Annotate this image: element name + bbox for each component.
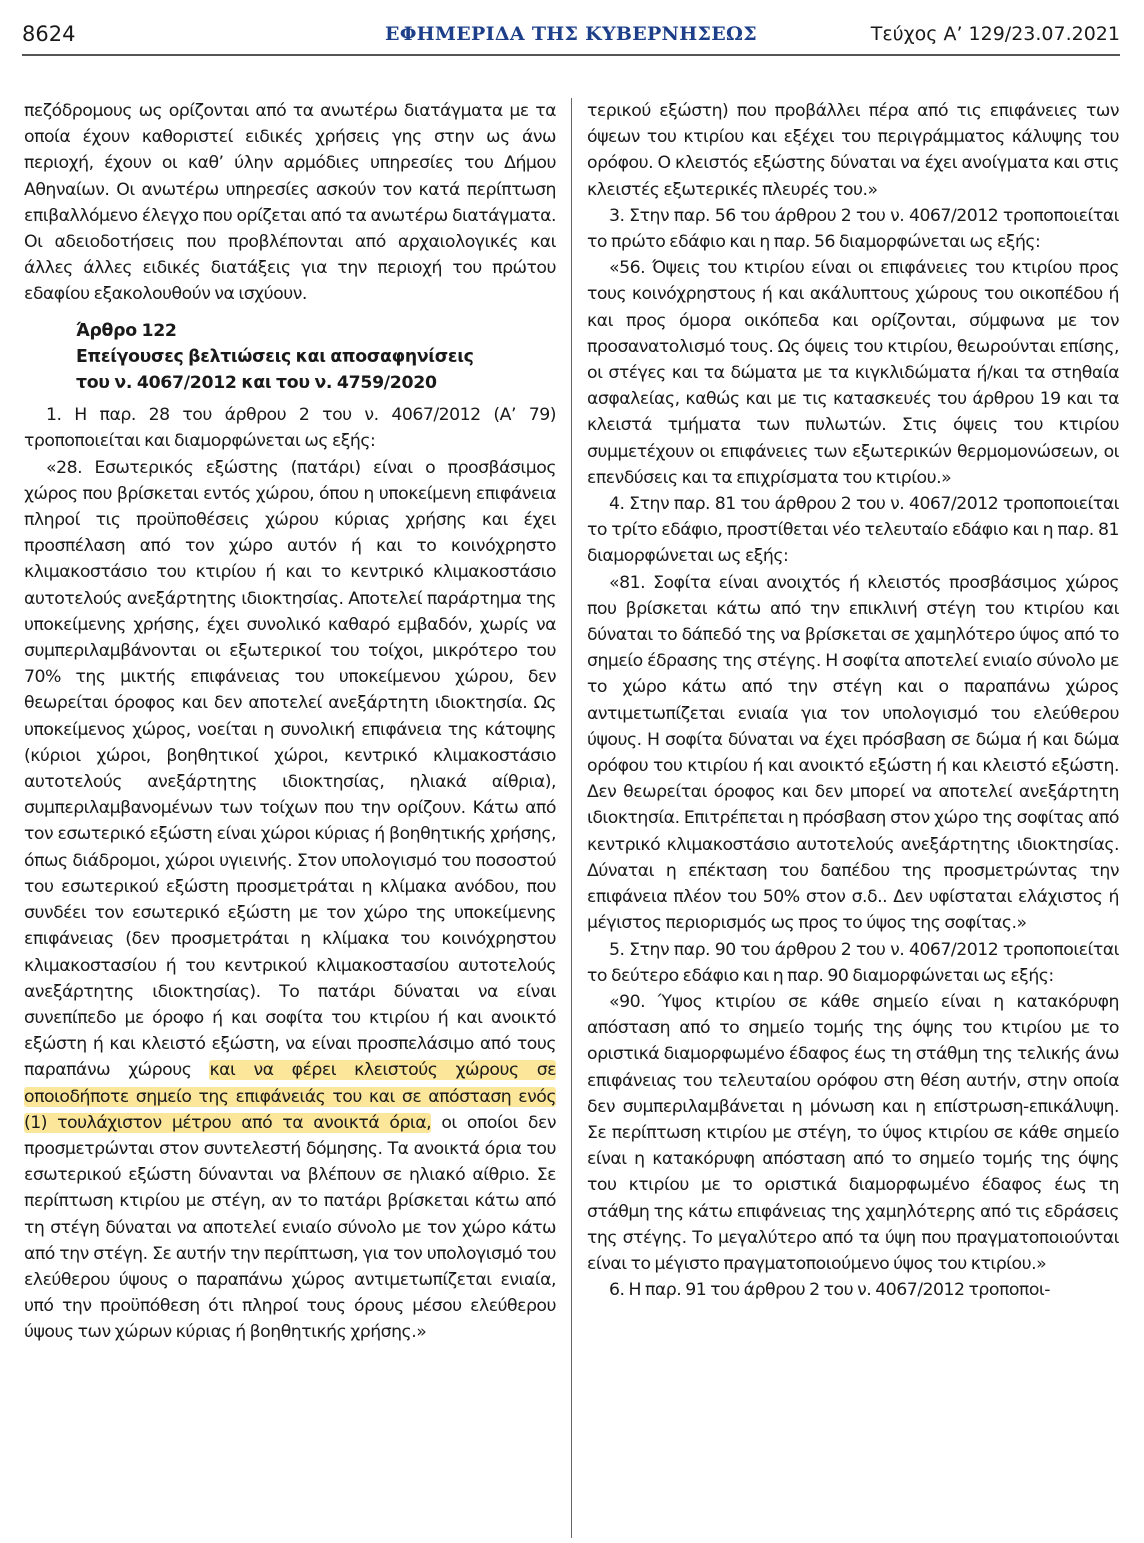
paragraph-6: 6. Η παρ. 91 του άρθρου 2 του ν. 4067/2012 τροποποι- (609, 1280, 1050, 1301)
continuation-paragraph: πεζόδρομους ως ορίζονται από τα ανωτέρω διατάγματα με τα οποία έχουν καθοριστεί ειδικές χρήσεις γης στην ως άνω περιοχή, έχουν οι καθ’ ύλην αρμόδιες υπηρεσίες του Δήμου Αθηναίων. Οι ανωτέρω υπηρεσίες ασκούν τον κατά περίπτωση επιβαλλόμενο έλεγχο που ορίζεται από τα ανωτέρω διατάγματα. Οι αδειοδοτήσεις που προβλέπονται από αρχαιολογικές και άλλες άλλες ειδικές διατάξεις για την περιοχή του πρώτου εδαφίου εξακολουθούν να ισχύουν. (24, 101, 556, 305)
right-column (587, 98, 1119, 1538)
paragraph-81: «81. Σοφίτα είναι ανοιχτός ή κλειστός προσβάσιμος χώρος που βρίσκεται κάτω από την επικλινή στέγη του κτιρίου και δύναται το δάπεδό της να βρίσκεται σε χαμηλότερο ύψος από το σημείο έδρασης της στέγης. Η σοφίτα αποτελεί ενιαίο σύνολο με το χώρο κάτω από την στέγη και ο παραπάνω χώρος αντιμετωπίζεται ενιαία για τον υπολογισμό του ελεύθερου ύψους. Η σοφίτα δύναται να έχει πρόσβαση σε δώμα ή και δώμα ορόφου του κτιρίου ή και ανοικτό εξώστη ή και κλειστό εξώστη. Δεν θεωρείται όροφος και δεν μπορεί να αποτελεί ανεξάρτητη ιδιοκτησία. Επιτρέπεται η πρόσβαση στον χώρο της σοφίτας από κεντρικό κλιμακοστάσιο αυτοτελούς ανεξάρτητης ιδιοκτησίας. Δύναται η επέκταση του δαπέδου της προσμετρώντας την επιφάνεια πλέον του 50% στον σ.δ.. Δεν υφίσταται ελάχιστος ή μέγιστος περιορισμός ως προς το ύψος της σοφίτας.» (587, 572, 1119, 934)
continuation-paragraph-right: τερικού εξώστη) που προβάλλει πέρα από τις επιφάνειες των όψεων του κτιρίου και εξέχει του περιγράμματος κάλυψης του ορόφου. Ο κλειστός εξώστης δύναται να έχει ανοίγματα και στις κλειστές εξωτερικές πλευρές του.» (587, 101, 1119, 200)
left-column (24, 98, 556, 1538)
page-number: 8624 (22, 22, 76, 46)
paragraph-3: 3. Στην παρ. 56 του άρθρου 2 του ν. 4067/2012 τροποποιείται το πρώτο εδάφιο και η παρ. 56 διαμορφώνεται ως εξής: (587, 205, 1119, 253)
article-title-line-2: του ν. 4067/2012 και του ν. 4759/2020 (76, 373, 437, 394)
paragraph-28 (24, 455, 556, 1346)
paragraph-5: 5. Στην παρ. 90 του άρθρου 2 του ν. 4067/2012 τροποποιείται το δεύτερο εδάφιο και η παρ. 90 διαμορφώνεται ως εξής: (587, 939, 1119, 986)
column-divider (571, 98, 572, 1538)
article-title-line-1: Επείγουσες βελτιώσεις και αποσαφηνίσεις (76, 346, 474, 367)
highlighted-text: και να φέρει κλειστούς χώρους σε οποιοδήποτε σημείο της επιφάνειάς του και σε απόσταση ενός (1) τουλάχιστον μέτρου από τα ανοικτά όρια, (24, 1060, 556, 1133)
paragraph-1: 1. Η παρ. 28 του άρθρου 2 του ν. 4067/2012 (Α’ 79) τροποποιείται και διαμορφώνεται ως εξής: (24, 405, 556, 452)
article-number: Άρθρο 122 (76, 320, 177, 341)
gazette-title: ΕΦΗΜΕΡΙΔΑ ΤΗΣ ΚΥΒΕΡΝΗΣΕΩΣ (385, 23, 757, 45)
paragraph-90: «90. Ύψος κτιρίου σε κάθε σημείο είναι η κατακόρυφη απόσταση από το σημείο τομής της όψης του κτιρίου με το οριστικά διαμορφωμένο έδαφος έως τη στάθμη της τελικής άνω επιφάνειας του τελευταίου ορόφου στη θέση αυτήν, στην οποία δεν συμπεριλαμβάνεται η μόνωση και η επίστρωση-επικάλυψη. Σε περίπτωση κτιρίου με στέγη, το ύψος κτιρίου σε κάθε σημείο είναι η κατακόρυφη απόσταση από το σημείο τομής της όψης του κτιρίου με το οριστικά διαμορφωμένο έδαφος έως τη στάθμη της κάτω επιφάνειας της χαμηλότερης από τις εδράσεις της στέγης. Το μεγαλύτερο από τα ύψη που πραγματοποιούνται είναι το μέγιστο πραγματοποιούμενο ύψος του κτιρίου.» (587, 991, 1119, 1274)
paragraph-4: 4. Στην παρ. 81 του άρθρου 2 του ν. 4067/2012 τροποποιείται το τρίτο εδάφιο, προστίθεται νέο τελευταίο εδάφιο και η παρ. 81 διαμορφώνεται ως εξής: (587, 494, 1119, 567)
page-header (22, 18, 1120, 50)
paragraph-28-part-1: «28. Εσωτερικός εξώστης (πατάρι) είναι ο προσβάσιμος χώρος που βρίσκεται εντός χώρου, όπου η υποκείμενη επιφάνεια πληροί τις προϋποθέσεις χώρου κύριας χρήσης και έχει προσπέλαση από τον χώρο αυτόν ή και το κοινόχρηστο κλιμακοστάσιο του κτιρίου ή και το κεντρικό κλιμακοστάσιο αυτοτελούς ανεξάρτητης ιδιοκτησίας. Αποτελεί παράρτημα της υποκείμενης χρήσης, έχει συνολικό καθαρό εμβαδόν, χωρίς να συμπεριλαμβάνονται οι εξωτερικοί του τοίχοι, μικρότερο του 70% της μικτής επιφάνειας του υποκείμενου χώρου, δεν θεωρείται όροφος και δεν αποτελεί ανεξάρτητη ιδιοκτησία. Ως υποκείμενος χώρος, νοείται η συνολική επιφάνεια της κάτοψης (κύριοι χώροι, βοηθητικοί χώροι, κεντρικό κλιμακοστάσιο αυτοτελούς ανεξάρτητης ιδιοκτησίας, ηλιακά αίθρια), συμπεριλαμβανομένων των τοίχων που την ορίζουν. Κάτω από τον εσωτερικό εξώστη είναι χώροι κύριας ή βοηθητικής χρήσης, όπως διάδρομοι, χώροι υγιεινής. Στον υπολογισμό του ποσοστού του εσωτερικού εξώστη προσμετράται η κλίμακα ανόδου, που συνδέει τον εσωτερικό εξώστη με τον χώρο της υποκείμενης επιφάνειας (δεν προσμετράται η κλίμακα του κοινόχρηστου κλιμακοστασίου ή του κεντρικού κλιμακοστασίου αυτοτελούς ανεξάρτητης ιδιοκτησίας). Το πατάρι δύναται να είναι συνεπίπεδο με όροφο ή και σοφίτα του κτιρίου ή και ανοικτό εξώστη ή και κλειστό εξώστη, να είναι προσπελάσιμο από τους παραπάνω χώρους (24, 457, 556, 1081)
issue-reference: Τεύχος Α’ 129/23.07.2021 (870, 23, 1120, 45)
article-heading (76, 318, 556, 397)
paragraph-28-part-2: οι οποίοι δεν προσμετρώνται στον συντελεστή δόμησης. Τα ανοικτά όρια του εσωτερικού εξώστη δύνανται να βλέπουν σε ηλιακό αίθριο. Σε περίπτωση κτιρίου με στέγη, αν το πατάρι βρίσκεται κάτω από τη στέγη δύναται να αποτελεί ενιαίο σύνολο με τον χώρο κάτω από την στέγη. Σε αυτήν την περίπτωση, για τον υπολογισμό του ελεύθερου ύψους ο παραπάνω χώρος αντιμετωπίζεται ενιαία, υπό την προϋπόθεση ότι πληροί τους όρους μέσου ελεύθερου ύψους των χώρων κύριας ή βοηθητικής χρήσης.» (24, 1112, 556, 1343)
paragraph-56: «56. Όψεις του κτιρίου είναι οι επιφάνειες του κτιρίου προς τους κοινόχρηστους ή και ακάλυπτους χώρους του οικοπέδου ή και προς όμορα οικόπεδα και ορίζονται, σύμφωνα με τον προσανατολισμό τους. Ως όψεις του κτιρίου, θεωρούνται επίσης, οι στέγες και τα δώματα με τα κιγκλιδώματα ή/και τα στηθαία ασφαλείας, καθώς και με τις κατασκευές του άρθρου 19 και τα κλειστά τμήματα των πυλωτών. Στις όψεις του κτιρίου συμμετέχουν οι επιφάνειες των εξωτερικών θερμομονώσεων, οι επενδύσεις και τα επιχρίσματα του κτιρίου.» (587, 258, 1119, 488)
header-rule (22, 54, 1120, 56)
